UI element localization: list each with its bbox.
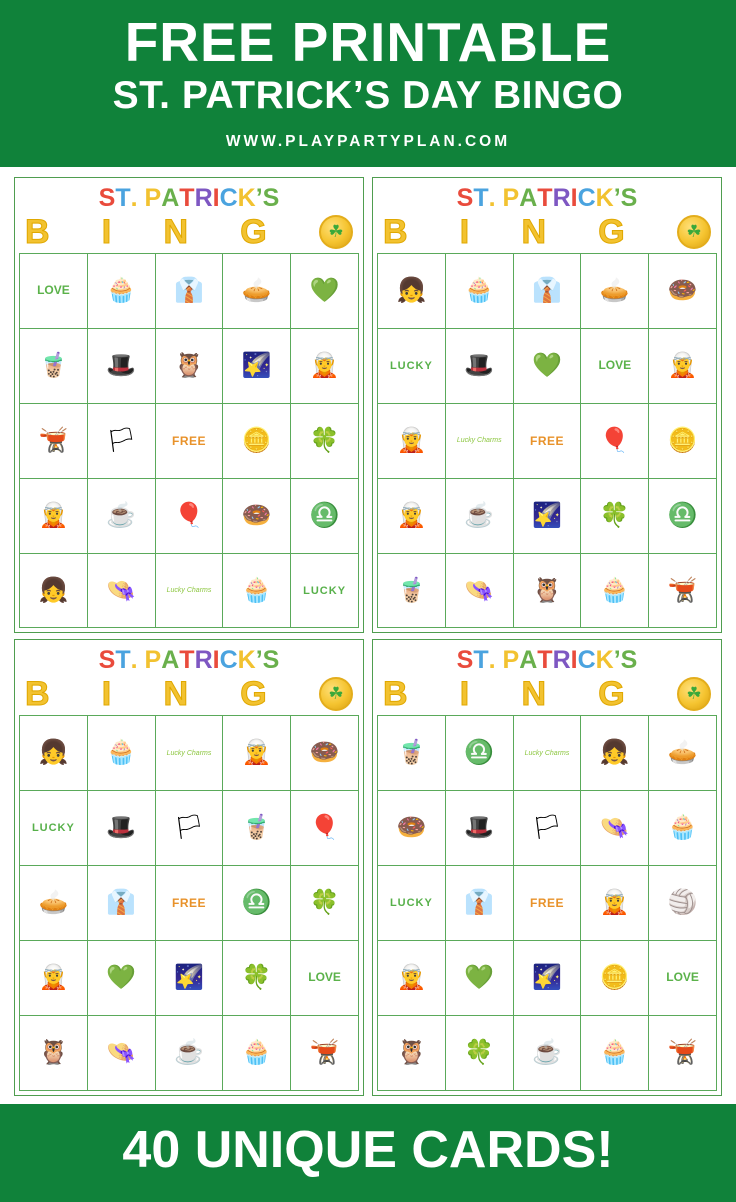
shamrock-balloon-icon[interactable] bbox=[156, 479, 224, 554]
bingo-letter: B bbox=[383, 675, 408, 714]
gold-coin-icon-glyph: 🪙 bbox=[599, 964, 630, 992]
card-title: ST. PATRICK’S bbox=[456, 646, 638, 675]
rainbow-cupcake-icon-glyph: 🧁 bbox=[241, 1039, 272, 1067]
rainbow-cupcake-icon[interactable] bbox=[223, 554, 291, 629]
green-gnome-icon[interactable] bbox=[581, 866, 649, 941]
website-url: WWW.PLAYPARTYPLAN.COM bbox=[225, 132, 511, 150]
leprechaun-hat-icon[interactable] bbox=[446, 329, 514, 404]
leprechaun-hat-icon[interactable] bbox=[446, 791, 514, 866]
green-bowler-hat-icon-glyph: 👒 bbox=[106, 576, 137, 604]
four-leaf-clover-icon-glyph: 🍀 bbox=[309, 889, 340, 917]
shamrock-balloon-icon[interactable] bbox=[291, 791, 359, 866]
green-mug-icon-glyph: ☕ bbox=[106, 501, 137, 529]
rainbow-heart-icon[interactable] bbox=[88, 941, 156, 1016]
green-argyle-tie-icon-glyph: 👔 bbox=[464, 889, 495, 917]
green-cupcake-icon[interactable] bbox=[88, 254, 156, 329]
four-leaf-clover-icon[interactable] bbox=[291, 866, 359, 941]
free-space-cell[interactable]: FREE bbox=[156, 866, 224, 941]
green-candle-icon[interactable] bbox=[378, 716, 446, 791]
green-argyle-tie-icon-glyph: 👔 bbox=[106, 889, 137, 917]
bingo-letter: B bbox=[383, 212, 408, 251]
bingo-grid bbox=[377, 253, 717, 629]
card-title: ST. PATRICK’S bbox=[98, 646, 280, 675]
headline-line-1: FREE PRINTABLE bbox=[124, 11, 612, 73]
green-argyle-tie-icon[interactable] bbox=[514, 254, 582, 329]
green-owl-icon-glyph: 🦉 bbox=[396, 1039, 427, 1067]
shamrock-balloon-icon[interactable] bbox=[581, 404, 649, 479]
leprechaun-icon[interactable] bbox=[378, 941, 446, 1016]
irish-girl-icon-glyph: 👧 bbox=[38, 739, 69, 767]
bingo-card bbox=[14, 639, 364, 1096]
slice-of-pie-icon[interactable] bbox=[223, 254, 291, 329]
green-cupcake-icon[interactable] bbox=[446, 254, 514, 329]
bingo-word-row bbox=[19, 213, 359, 253]
rainbow-donut-icon[interactable] bbox=[291, 716, 359, 791]
leprechaun-hat-icon-glyph: 🎩 bbox=[464, 351, 495, 379]
irish-girl-icon[interactable] bbox=[20, 716, 88, 791]
irish-girl-icon-glyph: 👧 bbox=[396, 276, 427, 304]
green-cupcake-icon-glyph: 🧁 bbox=[106, 739, 137, 767]
gold-horseshoe-icon[interactable] bbox=[649, 479, 717, 554]
lucky-word-icon[interactable]: LUCKY bbox=[20, 791, 88, 866]
clover-love-icon[interactable]: LOVE bbox=[20, 254, 88, 329]
rainbow-donut-icon[interactable] bbox=[649, 254, 717, 329]
shooting-star-icon[interactable] bbox=[514, 941, 582, 1016]
rainbow-heart-icon-glyph: 💚 bbox=[106, 964, 137, 992]
leprechaun-icon-glyph: 🧝 bbox=[309, 351, 340, 379]
green-mug-icon[interactable] bbox=[88, 479, 156, 554]
irish-flag-icon[interactable] bbox=[156, 791, 224, 866]
leprechaun-hat-icon[interactable] bbox=[88, 791, 156, 866]
clover-love-icon[interactable]: LOVE bbox=[291, 941, 359, 1016]
green-owl-icon-glyph: 🦉 bbox=[38, 1039, 69, 1067]
irish-flag-icon[interactable] bbox=[514, 791, 582, 866]
rainbow-cupcake-icon[interactable] bbox=[223, 1016, 291, 1091]
bingo-letter: B bbox=[25, 212, 50, 251]
leprechaun-icon[interactable] bbox=[649, 329, 717, 404]
green-bowler-hat-icon[interactable] bbox=[88, 1016, 156, 1091]
irish-flag-icon-glyph: 🏳 bbox=[531, 814, 563, 842]
bingo-letter: G bbox=[598, 675, 625, 714]
gold-coin-icon[interactable] bbox=[581, 941, 649, 1016]
bingo-letter: G bbox=[598, 212, 625, 251]
bingo-grid bbox=[377, 715, 717, 1091]
green-bowler-hat-icon[interactable] bbox=[88, 554, 156, 629]
green-cupcake-icon[interactable] bbox=[649, 791, 717, 866]
green-gnome-icon[interactable] bbox=[378, 404, 446, 479]
gold-horseshoe-icon[interactable] bbox=[223, 866, 291, 941]
four-leaf-clover-icon[interactable] bbox=[581, 479, 649, 554]
rainbow-beachball-icon[interactable] bbox=[649, 866, 717, 941]
rainbow-heart-icon[interactable] bbox=[514, 329, 582, 404]
gold-coin-shamrock-icon: ☘ bbox=[677, 215, 711, 249]
green-mug-icon[interactable] bbox=[156, 1016, 224, 1091]
shamrock-balloon-icon-glyph: 🎈 bbox=[309, 814, 340, 842]
lucky-charms-sign-icon[interactable]: Lucky Charms bbox=[446, 404, 514, 479]
rainbow-cupcake-icon[interactable] bbox=[581, 554, 649, 629]
bingo-cards-area bbox=[0, 167, 736, 1104]
pot-of-gold-icon-glyph: 🫕 bbox=[38, 426, 69, 454]
leprechaun-hat-icon-glyph: 🎩 bbox=[464, 814, 495, 842]
irish-girl-icon[interactable] bbox=[378, 254, 446, 329]
green-mug-icon-glyph: ☕ bbox=[532, 1039, 562, 1067]
green-mug-icon[interactable] bbox=[514, 1016, 582, 1091]
green-owl-icon[interactable] bbox=[156, 329, 224, 404]
green-cupcake-icon-glyph: 🧁 bbox=[106, 276, 137, 304]
gold-coin-shamrock-icon: ☘ bbox=[319, 677, 353, 711]
green-argyle-tie-icon[interactable] bbox=[156, 254, 224, 329]
green-bowler-hat-icon-glyph: 👒 bbox=[599, 814, 630, 842]
bottom-banner-text: 40 UNIQUE CARDS! bbox=[122, 1121, 614, 1179]
lucky-word-icon[interactable]: LUCKY bbox=[378, 866, 446, 941]
bingo-card bbox=[372, 639, 722, 1096]
lucky-word-icon[interactable]: LUCKY bbox=[291, 554, 359, 629]
irish-girl-icon[interactable] bbox=[581, 716, 649, 791]
bingo-letter: G bbox=[240, 675, 267, 714]
card-title: ST. PATRICK’S bbox=[98, 183, 280, 212]
bingo-letter: B bbox=[25, 675, 50, 714]
irish-flag-icon[interactable] bbox=[88, 404, 156, 479]
top-banner bbox=[0, 0, 736, 167]
shooting-star-icon-glyph: 🌠 bbox=[241, 351, 272, 379]
rainbow-heart-icon-glyph: 💚 bbox=[532, 351, 562, 379]
card-title: ST. PATRICK’S bbox=[456, 183, 638, 212]
green-bowler-hat-icon[interactable] bbox=[581, 791, 649, 866]
green-bowler-hat-icon[interactable] bbox=[446, 554, 514, 629]
slice-of-pie-icon-glyph: 🥧 bbox=[599, 276, 630, 304]
bingo-grid bbox=[19, 715, 359, 1091]
leprechaun-icon-glyph: 🧝 bbox=[667, 351, 698, 379]
pot-of-gold-icon-glyph: 🫕 bbox=[309, 1039, 340, 1067]
bingo-letter: N bbox=[521, 212, 547, 251]
green-candle-icon-glyph: 🧋 bbox=[396, 576, 427, 604]
rainbow-donut-icon-glyph: 🍩 bbox=[241, 501, 272, 529]
shooting-star-icon[interactable] bbox=[223, 329, 291, 404]
bingo-card bbox=[14, 177, 364, 634]
shooting-star-icon[interactable] bbox=[156, 941, 224, 1016]
shamrock-balloon-icon-glyph: 🎈 bbox=[174, 501, 204, 529]
slice-of-pie-icon[interactable] bbox=[649, 716, 717, 791]
green-owl-icon[interactable] bbox=[514, 554, 582, 629]
gold-horseshoe-icon-glyph: ♎ bbox=[464, 739, 495, 767]
bingo-letter: I bbox=[459, 675, 470, 714]
shamrock-balloon-icon-glyph: 🎈 bbox=[599, 426, 630, 454]
gold-horseshoe-icon-glyph: ♎ bbox=[241, 889, 272, 917]
slice-of-pie-icon-glyph: 🥧 bbox=[38, 889, 69, 917]
green-argyle-tie-icon[interactable] bbox=[446, 866, 514, 941]
rainbow-heart-icon-glyph: 💚 bbox=[309, 276, 340, 304]
bingo-word-row bbox=[19, 675, 359, 715]
leprechaun-icon-glyph: 🧝 bbox=[241, 739, 272, 767]
green-argyle-tie-icon-glyph: 👔 bbox=[174, 276, 204, 304]
lucky-charms-sign-icon[interactable]: Lucky Charms bbox=[156, 554, 224, 629]
green-owl-icon-glyph: 🦉 bbox=[532, 576, 562, 604]
green-owl-icon[interactable] bbox=[20, 1016, 88, 1091]
green-mug-icon[interactable] bbox=[446, 479, 514, 554]
pot-of-gold-icon[interactable] bbox=[20, 404, 88, 479]
pot-of-gold-icon[interactable] bbox=[291, 1016, 359, 1091]
slice-of-pie-icon-glyph: 🥧 bbox=[667, 739, 698, 767]
leprechaun-icon[interactable] bbox=[291, 329, 359, 404]
green-bowler-hat-icon-glyph: 👒 bbox=[464, 576, 495, 604]
green-cupcake-icon[interactable] bbox=[88, 716, 156, 791]
four-leaf-clover-icon[interactable] bbox=[446, 1016, 514, 1091]
slice-of-pie-icon[interactable] bbox=[581, 254, 649, 329]
pot-of-gold-icon-glyph: 🫕 bbox=[667, 1039, 698, 1067]
green-cupcake-icon-glyph: 🧁 bbox=[464, 276, 495, 304]
rainbow-cupcake-icon[interactable] bbox=[581, 1016, 649, 1091]
bingo-letter: I bbox=[101, 675, 112, 714]
rainbow-heart-icon[interactable] bbox=[446, 941, 514, 1016]
irish-flag-icon-glyph: 🏳 bbox=[173, 814, 205, 842]
irish-girl-icon[interactable] bbox=[20, 554, 88, 629]
green-owl-icon[interactable] bbox=[378, 1016, 446, 1091]
bingo-grid bbox=[19, 253, 359, 629]
rainbow-cupcake-icon-glyph: 🧁 bbox=[599, 576, 630, 604]
green-candle-icon-glyph: 🧋 bbox=[241, 814, 272, 842]
green-gnome-icon-glyph: 🧝 bbox=[396, 426, 427, 454]
green-mug-icon-glyph: ☕ bbox=[464, 501, 495, 529]
rainbow-cupcake-icon-glyph: 🧁 bbox=[599, 1039, 630, 1067]
leprechaun-hat-icon-glyph: 🎩 bbox=[106, 814, 137, 842]
pot-of-gold-icon-glyph: 🫕 bbox=[667, 576, 698, 604]
free-space-cell[interactable]: FREE bbox=[156, 404, 224, 479]
green-gnome-icon-glyph: 🧝 bbox=[599, 889, 630, 917]
green-candle-icon[interactable] bbox=[223, 791, 291, 866]
green-candle-icon[interactable] bbox=[378, 554, 446, 629]
lucky-word-icon[interactable]: LUCKY bbox=[378, 329, 446, 404]
four-leaf-clover-icon[interactable] bbox=[291, 404, 359, 479]
slice-of-pie-icon-glyph: 🥧 bbox=[241, 276, 272, 304]
rainbow-heart-icon-glyph: 💚 bbox=[464, 964, 495, 992]
leprechaun-icon-glyph: 🧝 bbox=[396, 964, 427, 992]
green-gnome-icon-glyph: 🧝 bbox=[38, 501, 69, 529]
green-mug-icon-glyph: ☕ bbox=[174, 1039, 204, 1067]
green-gnome-icon-glyph: 🧝 bbox=[38, 964, 69, 992]
rainbow-donut-icon-glyph: 🍩 bbox=[396, 814, 427, 842]
green-candle-icon[interactable] bbox=[20, 329, 88, 404]
irish-girl-icon-glyph: 👧 bbox=[599, 739, 630, 767]
clover-love-icon[interactable]: LOVE bbox=[649, 941, 717, 1016]
gold-horseshoe-icon-glyph: ♎ bbox=[309, 501, 340, 529]
bingo-letter: N bbox=[163, 675, 189, 714]
leprechaun-hat-icon-glyph: 🎩 bbox=[106, 351, 137, 379]
rainbow-donut-icon-glyph: 🍩 bbox=[309, 739, 340, 767]
green-candle-icon-glyph: 🧋 bbox=[38, 351, 69, 379]
four-leaf-clover-icon-glyph: 🍀 bbox=[464, 1039, 495, 1067]
rainbow-donut-icon-glyph: 🍩 bbox=[667, 276, 698, 304]
rainbow-donut-icon[interactable] bbox=[223, 479, 291, 554]
lucky-charms-sign-icon[interactable]: Lucky Charms bbox=[514, 716, 582, 791]
leprechaun-icon[interactable] bbox=[223, 716, 291, 791]
bingo-word-row bbox=[377, 213, 717, 253]
green-cupcake-icon-glyph: 🧁 bbox=[667, 814, 698, 842]
bingo-letter: I bbox=[101, 212, 112, 251]
slice-of-pie-icon[interactable] bbox=[20, 866, 88, 941]
gold-horseshoe-icon[interactable] bbox=[291, 479, 359, 554]
headline-line-2: ST. PATRICK’S DAY BINGO bbox=[112, 74, 624, 118]
bingo-letter: N bbox=[163, 212, 189, 251]
bingo-word-row bbox=[377, 675, 717, 715]
bottom-banner bbox=[0, 1104, 736, 1202]
pot-of-gold-icon[interactable] bbox=[649, 554, 717, 629]
bingo-letter: N bbox=[521, 675, 547, 714]
rainbow-beachball-icon-glyph: 🏐 bbox=[667, 889, 698, 917]
four-leaf-clover-icon[interactable] bbox=[223, 941, 291, 1016]
gold-coin-icon[interactable] bbox=[649, 404, 717, 479]
bingo-card bbox=[372, 177, 722, 634]
free-space-cell[interactable]: FREE bbox=[514, 404, 582, 479]
gold-coin-icon-glyph: 🪙 bbox=[667, 426, 698, 454]
lucky-charms-sign-icon[interactable]: Lucky Charms bbox=[156, 716, 224, 791]
four-leaf-clover-icon-glyph: 🍀 bbox=[599, 501, 630, 529]
green-argyle-tie-icon-glyph: 👔 bbox=[532, 276, 562, 304]
shooting-star-icon-glyph: 🌠 bbox=[532, 964, 562, 992]
green-argyle-tie-icon[interactable] bbox=[88, 866, 156, 941]
free-space-cell[interactable]: FREE bbox=[514, 866, 582, 941]
bingo-letter: I bbox=[459, 212, 470, 251]
gold-coin-icon-glyph: 🪙 bbox=[241, 426, 272, 454]
green-candle-icon-glyph: 🧋 bbox=[396, 739, 427, 767]
clover-love-icon[interactable]: LOVE bbox=[581, 329, 649, 404]
four-leaf-clover-icon-glyph: 🍀 bbox=[241, 964, 272, 992]
rainbow-donut-icon[interactable] bbox=[378, 791, 446, 866]
bingo-letter: G bbox=[240, 212, 267, 251]
shooting-star-icon-glyph: 🌠 bbox=[174, 964, 204, 992]
shooting-star-icon-glyph: 🌠 bbox=[532, 501, 562, 529]
pot-of-gold-icon[interactable] bbox=[649, 1016, 717, 1091]
rainbow-cupcake-icon-glyph: 🧁 bbox=[241, 576, 272, 604]
irish-girl-icon-glyph: 👧 bbox=[38, 576, 69, 604]
gold-horseshoe-icon[interactable] bbox=[446, 716, 514, 791]
green-gnome-icon[interactable] bbox=[378, 479, 446, 554]
gold-horseshoe-icon-glyph: ♎ bbox=[667, 501, 698, 529]
leprechaun-hat-icon[interactable] bbox=[88, 329, 156, 404]
gold-coin-shamrock-icon: ☘ bbox=[677, 677, 711, 711]
green-bowler-hat-icon-glyph: 👒 bbox=[106, 1039, 137, 1067]
rainbow-heart-icon[interactable] bbox=[291, 254, 359, 329]
gold-coin-shamrock-icon: ☘ bbox=[319, 215, 353, 249]
four-leaf-clover-icon-glyph: 🍀 bbox=[309, 426, 340, 454]
green-gnome-icon[interactable] bbox=[20, 941, 88, 1016]
irish-flag-icon-glyph: 🏳 bbox=[105, 426, 137, 454]
shooting-star-icon[interactable] bbox=[514, 479, 582, 554]
gold-coin-icon[interactable] bbox=[223, 404, 291, 479]
green-gnome-icon-glyph: 🧝 bbox=[396, 501, 427, 529]
green-gnome-icon[interactable] bbox=[20, 479, 88, 554]
green-owl-icon-glyph: 🦉 bbox=[174, 351, 204, 379]
